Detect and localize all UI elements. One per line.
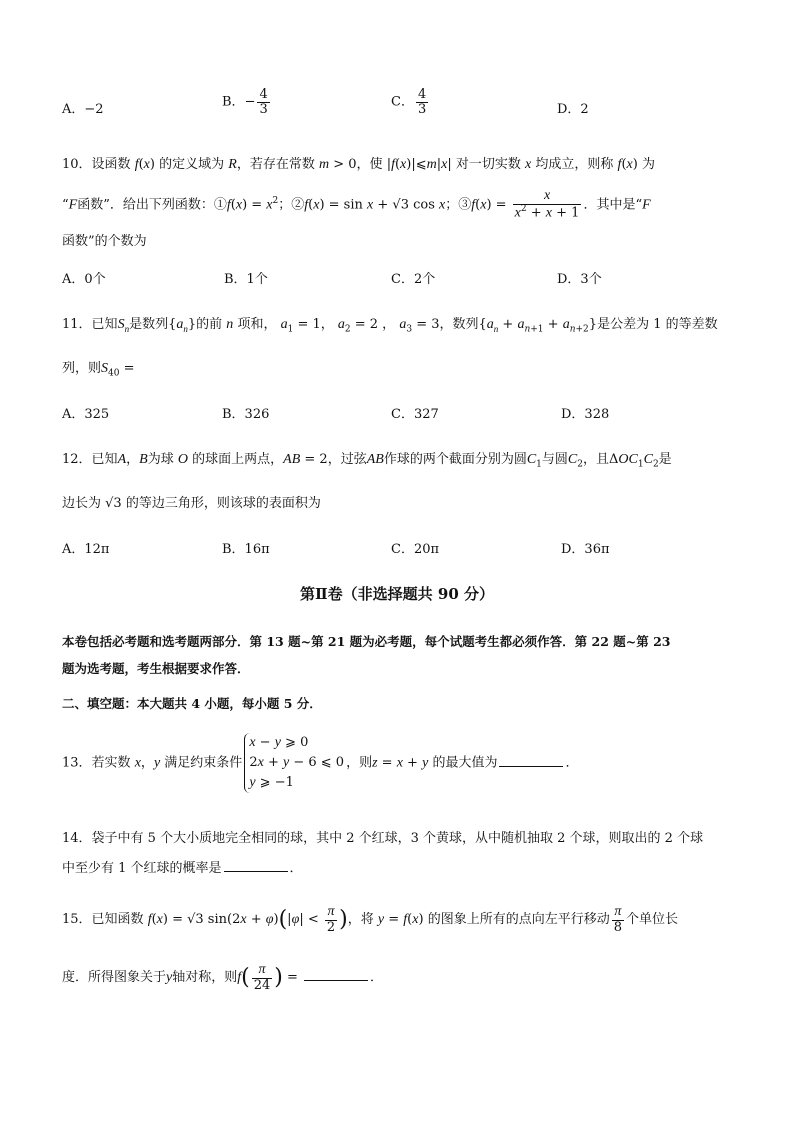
q12-option-c: C．20π — [391, 542, 440, 557]
q9-option-b-fraction — [257, 88, 269, 116]
q11-option-b: B．326 — [222, 407, 270, 422]
section-note-line-2: 题为选考题，考生根据要求作答． — [62, 661, 250, 676]
q12-line-1: 12．已知A，B为球 O 的球面上两点，AB = 2，过弦AB作球的两个截面分别为圆$C_1$与圆$C_2$，且$\Delta OC_1C_2$是 — [62, 452, 672, 470]
q9-option-a: A．−2 — [62, 102, 104, 117]
q15-frac-pi-24: $\frac{\pi}{24}$ — [253, 962, 271, 993]
q15-frac-pi-2: $\frac{\pi}{2}$ — [326, 904, 336, 935]
part-2-heading: 二、填空题：本大题共 4 小题，每小题 5 分． — [62, 696, 322, 711]
q10-text: 均成立，则称 — [535, 157, 614, 172]
q9-option-c — [391, 88, 430, 116]
q13-text: 的最大值为 — [432, 755, 498, 771]
q12-text: 与圆 — [541, 452, 568, 467]
q15-y-letter: y — [166, 970, 173, 986]
q12-o-letter: O — [177, 452, 188, 467]
q12-line-2: 边长为 √3 的等边三角形，则该球的表面积为 — [62, 496, 321, 511]
q11-option-a: A．325 — [62, 407, 110, 422]
q15-frac-pi-8: $\frac{\pi}{8}$ — [613, 904, 622, 935]
q15-text: 度．所得图象关于 — [62, 970, 167, 986]
q11-text: 项和， — [237, 317, 277, 332]
q12-text: 为球 — [147, 452, 174, 467]
q12-text: 作球的两个截面分别为圆 — [383, 452, 527, 467]
q13-text: 满足约束条件 — [164, 755, 243, 771]
section-title: 第Ⅱ卷（非选择题共 90 分） — [300, 585, 494, 603]
q12-option-a: A．12π — [62, 542, 110, 557]
q12-text: 边长为 — [62, 496, 102, 511]
q15-answer-blank[interactable] — [304, 970, 368, 981]
q10-f-letter: F — [68, 197, 78, 213]
q11-option-c: C．327 — [391, 407, 439, 422]
q10-option-b: B．1个 — [224, 272, 268, 287]
q13-constraint-system: x − y ⩾ 0 2x + y − 6 ⩽ 0 y ⩾ −1 — [244, 733, 344, 793]
q10-text: 的定义域为 — [159, 157, 225, 172]
q10-text: 函数”．给出下列函数：① — [77, 197, 227, 213]
q12-text: 已知 — [91, 452, 118, 467]
q11-option-d: D．328 — [561, 407, 610, 422]
q10-text: 设函数 — [91, 157, 131, 172]
q10-text: ，使 — [356, 157, 383, 172]
q13-number: 13． — [62, 755, 92, 771]
q9-option-c-label: C． — [391, 94, 414, 110]
q15-line-2: 度．所得图象关于y轴对称，则f( $\frac{\pi}{24}$ ) = ． — [62, 962, 384, 993]
q13-text: ，则 — [346, 755, 373, 771]
q15-number: 15． — [62, 912, 92, 928]
q10-line-2: “F函数”．给出下列函数：①f(x) = $x^2$；②f(x) = sin x + √3 cos x；③f(x) = $\frac{x}{x^2 + x + 1}$ ．其中是“F — [62, 188, 651, 221]
q11-text: 是数列 — [129, 317, 169, 332]
q10-line-1: 10．设函数 f(x) 的定义域为 R，若存在常数 m > 0，使 |f(x)|⩽m|x| 对一切实数 x 均成立，则称 f(x) 为 — [62, 157, 655, 172]
q10-text: 对一切实数 — [455, 157, 521, 172]
q9-option-c-den: 3 — [417, 101, 427, 117]
q14-text: 中至少有 1 个红球的概率是 — [62, 861, 222, 876]
q9-option-b-num: 4 — [259, 87, 268, 102]
section-note-line-1: 本卷包括必考题和选考题两部分．第 13 题~第 21 题为必考题，每个试题考生都必须作答．第 22 题~第 23 — [62, 634, 671, 649]
q10-fraction-3: $\frac{x}{x^2 + x + 1}$ — [514, 188, 580, 221]
q15-text: ，将 — [347, 912, 374, 928]
q9-option-b — [222, 88, 272, 116]
q11-text: ，数列 — [439, 317, 479, 332]
q15-end: ． — [370, 970, 384, 986]
q11-text: 已知 — [91, 317, 118, 332]
q9-option-b-den: 3 — [259, 101, 268, 117]
q11-number: 11． — [62, 317, 92, 332]
q12-text: ，且 — [583, 452, 610, 467]
q10-text: 为 — [641, 157, 655, 172]
q10-text: ；② — [278, 197, 305, 213]
q12-text: ，过弦 — [327, 452, 367, 467]
q12-number: 12． — [62, 452, 92, 467]
q15-text: 已知函数 — [91, 912, 144, 928]
q12-option-b: B．16π — [222, 542, 270, 557]
q12-option-d: D．36π — [561, 542, 610, 557]
q10-text: ，若存在常数 — [236, 157, 315, 172]
q11-text: 列，则 — [62, 361, 102, 376]
q15-text: 个单位长 — [625, 912, 678, 928]
q10-number: 10． — [62, 157, 92, 172]
q10-option-c: C．2个 — [391, 272, 436, 287]
q14-line-1: 14．袋子中有 5 个大小质地完全相同的球，其中 2 个红球，3 个黄球，从中随机抽取 2 个球，则取出的 2 个球 — [62, 831, 704, 846]
q10-text: ．其中是“ — [583, 197, 643, 213]
q14-end: ． — [289, 861, 303, 876]
q9-option-c-fraction — [416, 88, 428, 116]
q10-option-d: D．3个 — [557, 272, 602, 287]
question-13: 13．若实数 x，y 满足约束条件 x − y ⩾ 0 2x + y − 6 ⩽ 0 y ⩾ −1 ，则z = x + y 的最大值为 ． — [62, 733, 578, 793]
q10-option-a: A．0个 — [62, 272, 106, 287]
q9-option-c-num: 4 — [417, 87, 427, 102]
q12-text: 的等边三角形，则该球的表面积为 — [125, 496, 321, 511]
q15-text: 轴对称，则 — [172, 970, 238, 986]
q9-option-b-label: B． — [222, 94, 245, 110]
q13-end: ． — [565, 755, 579, 771]
q11-text: 的前 — [196, 317, 223, 332]
q11-text: 是公差为 1 的等差数 — [597, 317, 718, 332]
q10-text: “ — [62, 197, 69, 213]
q15-line-1: 15．已知函数 f(x) = √3 sin(2x + φ)(|φ| < $\frac{\pi}{2}$ )，将 y = f(x) 的图象上所有的点向左平行移动 $\frac{\pi}{8}$ 个单位长 — [62, 904, 678, 935]
q10-set-r: R — [228, 157, 237, 172]
q9-option-b-sign: − — [244, 94, 256, 110]
q10-text: ；③ — [445, 197, 472, 213]
q10-line-3: 函数”的个数为 — [62, 234, 147, 249]
q15-text: 的图象上所有的点向左平行移动 — [427, 912, 610, 928]
q14-line-2 — [62, 857, 303, 876]
q10-f-letter: F — [642, 197, 651, 213]
q11-line-1: 11．已知$S_n$是数列$\{a_n\}$的前 n 项和， $a_1 = 1$， $a_2 = 2$ ， $a_3 = 3$，数列$\{a_n + a_{n+1} + a_{n+2}\}$是公差为 1 的等差数 — [62, 317, 718, 335]
q9-option-d: D．2 — [557, 102, 589, 117]
q12-text: 是 — [658, 452, 672, 467]
q13-text: 若实数 — [91, 755, 131, 771]
q13-answer-blank[interactable] — [499, 756, 563, 767]
q12-text: 的球面上两点， — [192, 452, 284, 467]
q11-line-2: 列，则$S_{40}$ = — [62, 361, 135, 379]
q14-answer-blank[interactable] — [224, 861, 288, 872]
